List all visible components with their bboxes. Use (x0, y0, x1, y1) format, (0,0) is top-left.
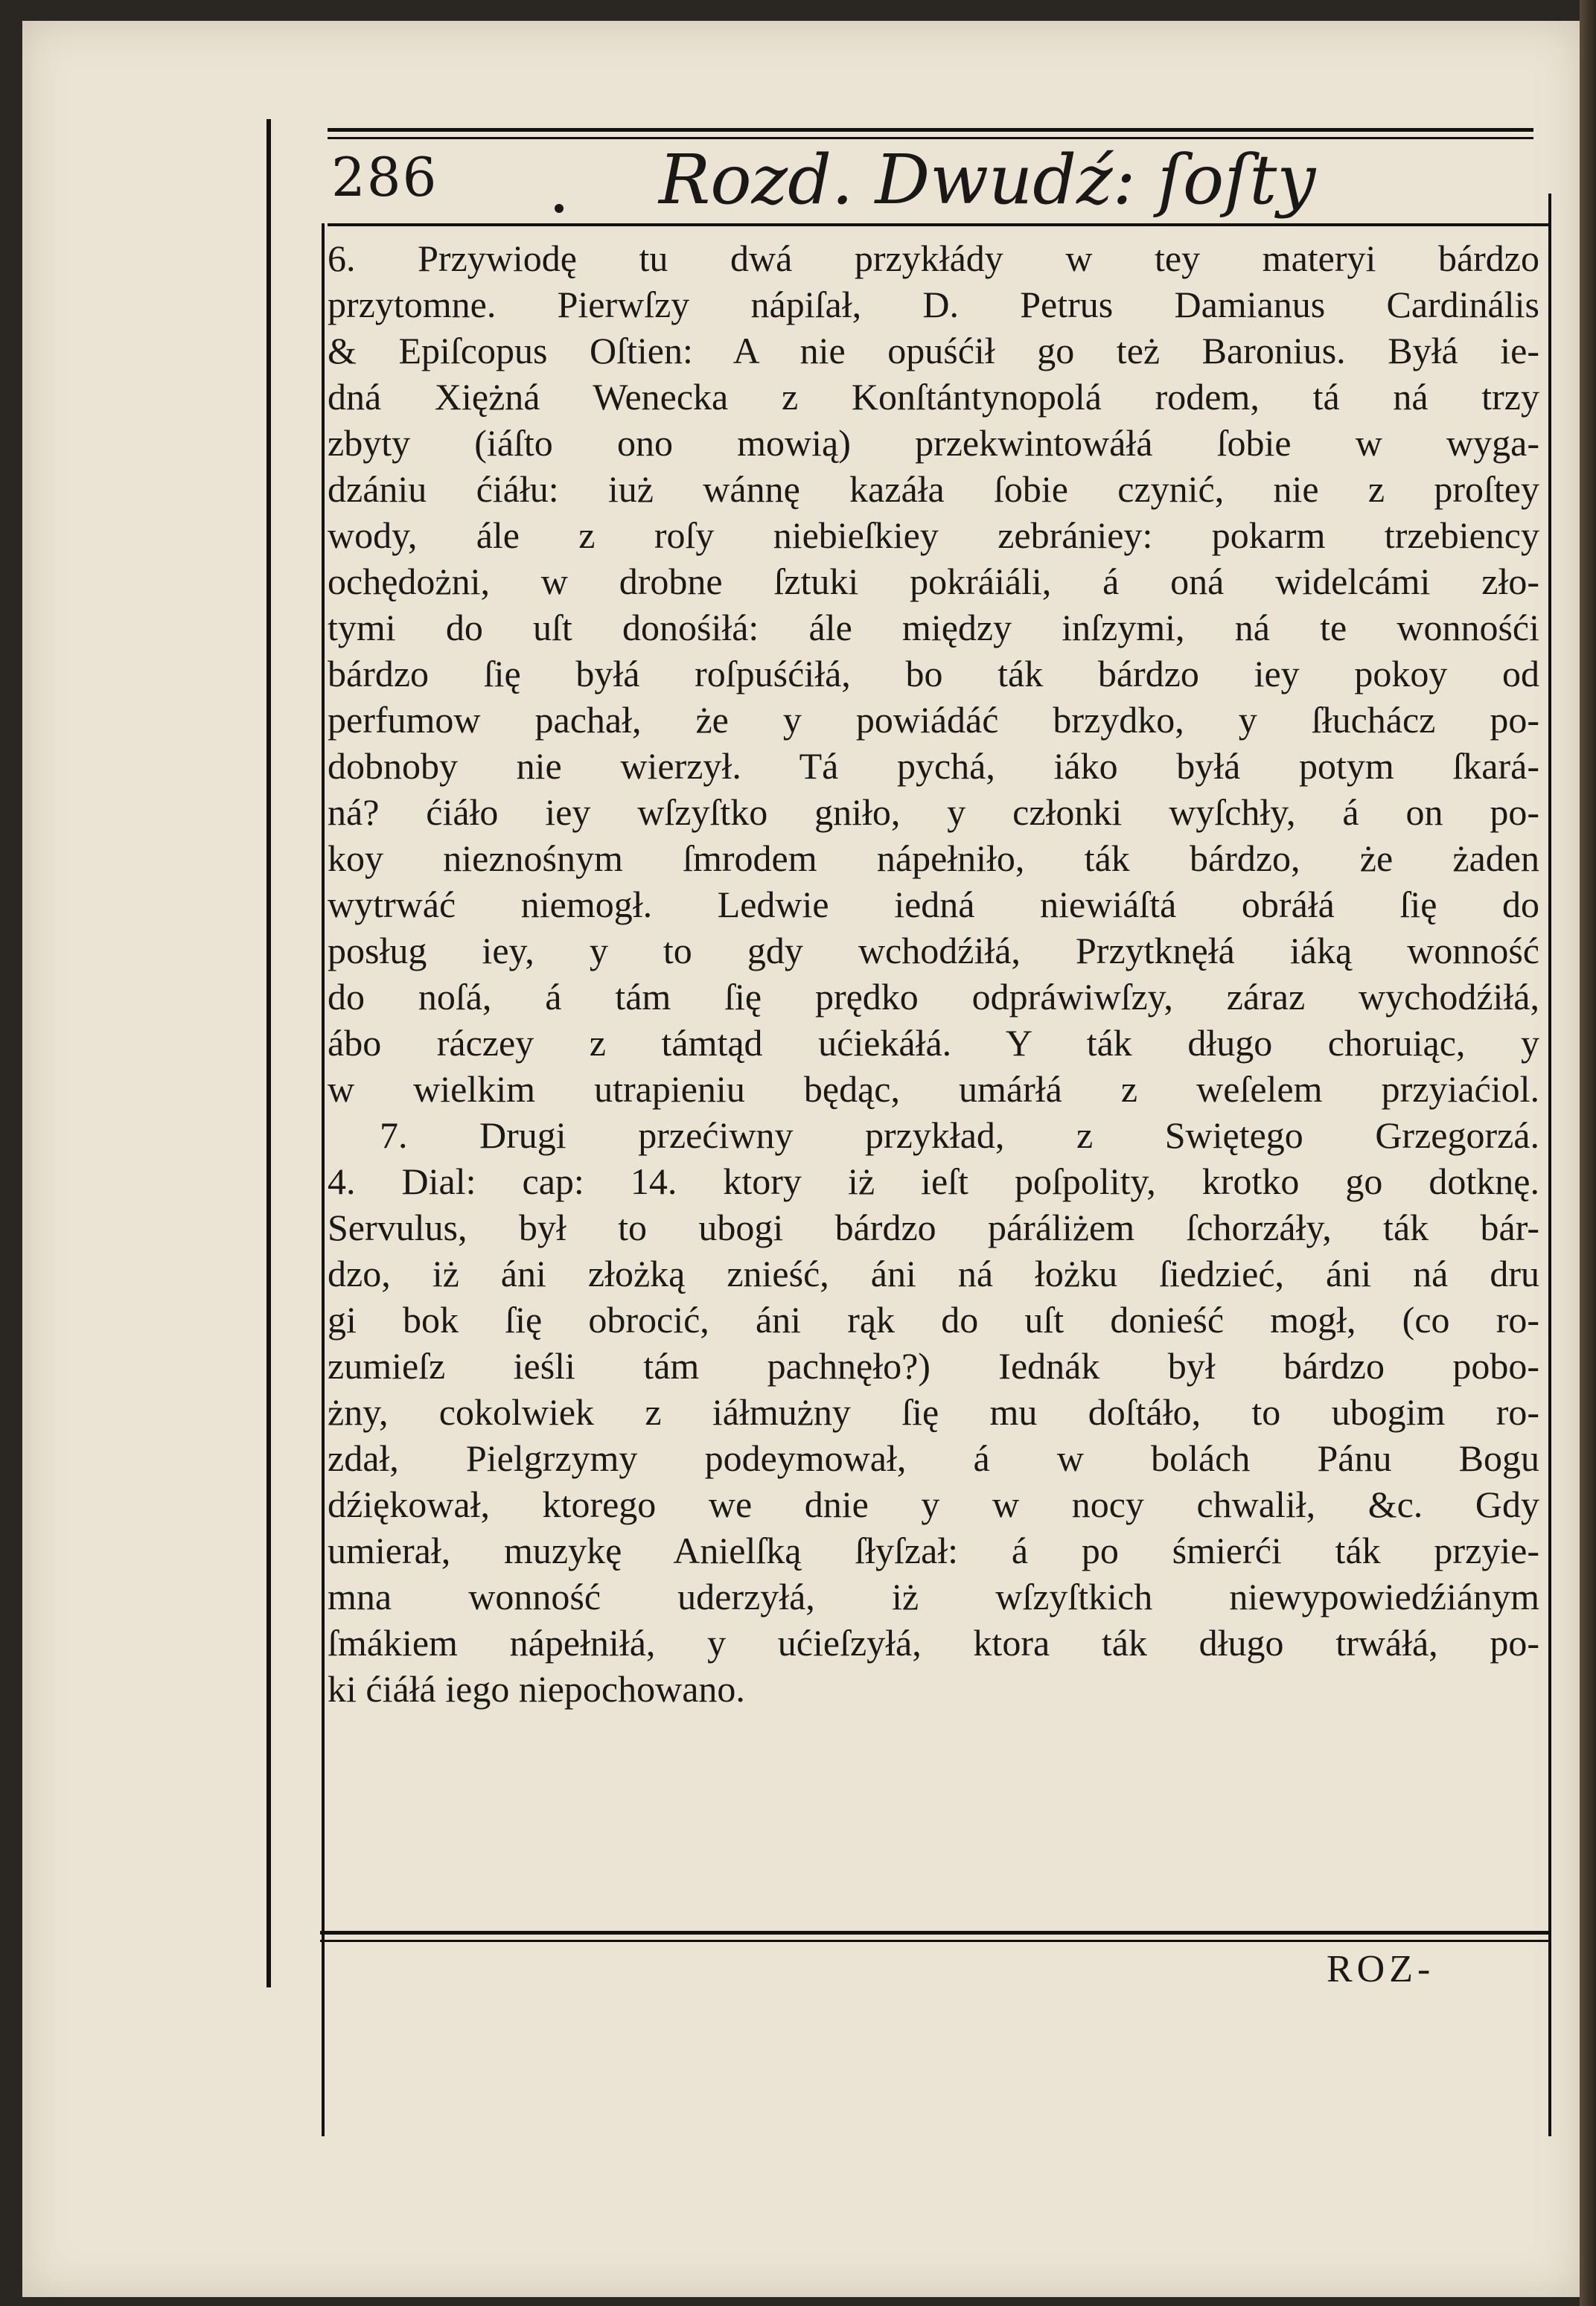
top-rule-1 (328, 128, 1533, 132)
text-frame-left (322, 223, 325, 2136)
text-line: żny, cokolwiek z iáłmużny ſię mu doſtáło, to ubogim ro- (328, 1391, 1539, 1433)
text-line: zbyty (iáſto ono mowią) przekwintowáłá ſobie w wyga- (328, 422, 1539, 464)
text-line: wody, ále z roſy niebieſkiey zebrániey: pokarm trzebiency (328, 514, 1539, 556)
page-header (331, 140, 1522, 229)
top-rule-2 (328, 137, 1533, 139)
text-line: wytrwáć niemogł. Ledwie iedná niewiáſtá obráłá ſię do (328, 884, 1539, 925)
text-frame-right (1548, 194, 1551, 2136)
book-spine (1580, 0, 1596, 2306)
text-line: dná Xiężná Wenecka z Konſtántynopolá rodem, tá ná trzy (328, 376, 1539, 418)
text-line: dźiękował, ktorego we dnie y w nocy chwalił, &c. Gdy (328, 1483, 1539, 1525)
bottom-rule-2 (320, 1940, 1548, 1942)
text-line: umierał, muzykę Anielſką ſłyſzał: á po śmierći ták przyie- (328, 1530, 1539, 1571)
text-line: 4. Dial: cap: 14. ktory iż ieſt poſpolity, krotko go dotknę. (328, 1160, 1539, 1202)
text-line: mna wonność uderzyłá, iż wſzyſtkich niewypowiedźiánym (328, 1576, 1539, 1617)
text-line: ki ćiáłá iego niepochowano. (328, 1668, 745, 1710)
text-line: przytomne. Pierwſzy nápiſał, D. Petrus Damianus Cardinális (328, 284, 1539, 325)
text-line: Servulus, był to ubogi bárdzo páráliżem ſchorzáły, ták bár- (328, 1207, 1539, 1248)
text-line: koy nieznośnym ſmrodem nápełniło, ták bárdzo, że żaden (328, 837, 1539, 879)
text-line: ochędożni, w drobne ſztuki pokráiáli, á oná widelcámi zło- (328, 560, 1539, 602)
page-number: 286 (331, 146, 438, 208)
text-line: gi bok ſię obrocić, áni rąk do uſt donieść mogł, (co ro- (328, 1299, 1539, 1341)
text-line: dzániu ćiáłu: iuż wánnę kazáła ſobie czynić, nie z proſtey (328, 468, 1539, 510)
text-line: perfumow pachał, że y powiádáć brzydko, y ſłuchácz po- (328, 699, 1539, 741)
bottom-rule-1 (320, 1931, 1548, 1935)
body-text (328, 235, 1539, 1712)
text-line: bárdzo ſię byłá roſpuśćiłá, bo ták bárdzo iey pokoy od (328, 653, 1539, 694)
text-line: ná? ćiáło iey wſzyſtko gniło, y członki wyſchły, á on po- (328, 791, 1539, 833)
text-line: dzo, iż áni złożką znieść, áni ná łożku ſiedzieć, áni ná dru (328, 1253, 1539, 1294)
text-line: do noſá, á tám ſię prędko odpráwiwſzy, záraz wychodźiłá, (328, 976, 1539, 1018)
outer-frame-left (266, 119, 271, 1987)
text-line: ſmákiem nápełniłá, y ućieſzyłá, ktora ták długo trwáłá, po- (328, 1622, 1539, 1664)
catchword: ROZ- (1327, 1948, 1435, 1990)
text-line: & Epiſcopus Oſtien: A nie opuśćił go też Baronius. Byłá ie- (328, 330, 1539, 371)
header-dot (555, 204, 564, 213)
text-line: posług iey, y to gdy wchodźiłá, Przytknęłá iáką wonność (328, 930, 1539, 971)
text-line: dobnoby nie wierzył. Tá pychá, iáko byłá potym ſkará- (328, 745, 1539, 787)
text-line: 6. Przywiodę tu dwá przykłády w tey materyi bárdzo (328, 237, 1539, 279)
text-line: 7. Drugi przećiwny przykład, z Swiętego Grzegorzá. (380, 1114, 1539, 1156)
text-line: w wielkim utrapieniu będąc, umárłá z weſelem przyiaćiol. (328, 1068, 1539, 1110)
text-line: zumieſz ieśli tám pachnęło?) Iednák był bárdzo pobo- (328, 1345, 1539, 1387)
running-head: Rozd. Dwudź: ſoſty (659, 140, 1316, 220)
text-line: tymi do uſt donośiłá: ále między inſzymi, ná te wonnośći (328, 607, 1539, 648)
text-line: ábo ráczey z támtąd ućiekáłá. Y ták długo choruiąc, y (328, 1022, 1539, 1064)
text-line: zdał, Pielgrzymy podeymował, á w bolách Pánu Bogu (328, 1437, 1539, 1479)
